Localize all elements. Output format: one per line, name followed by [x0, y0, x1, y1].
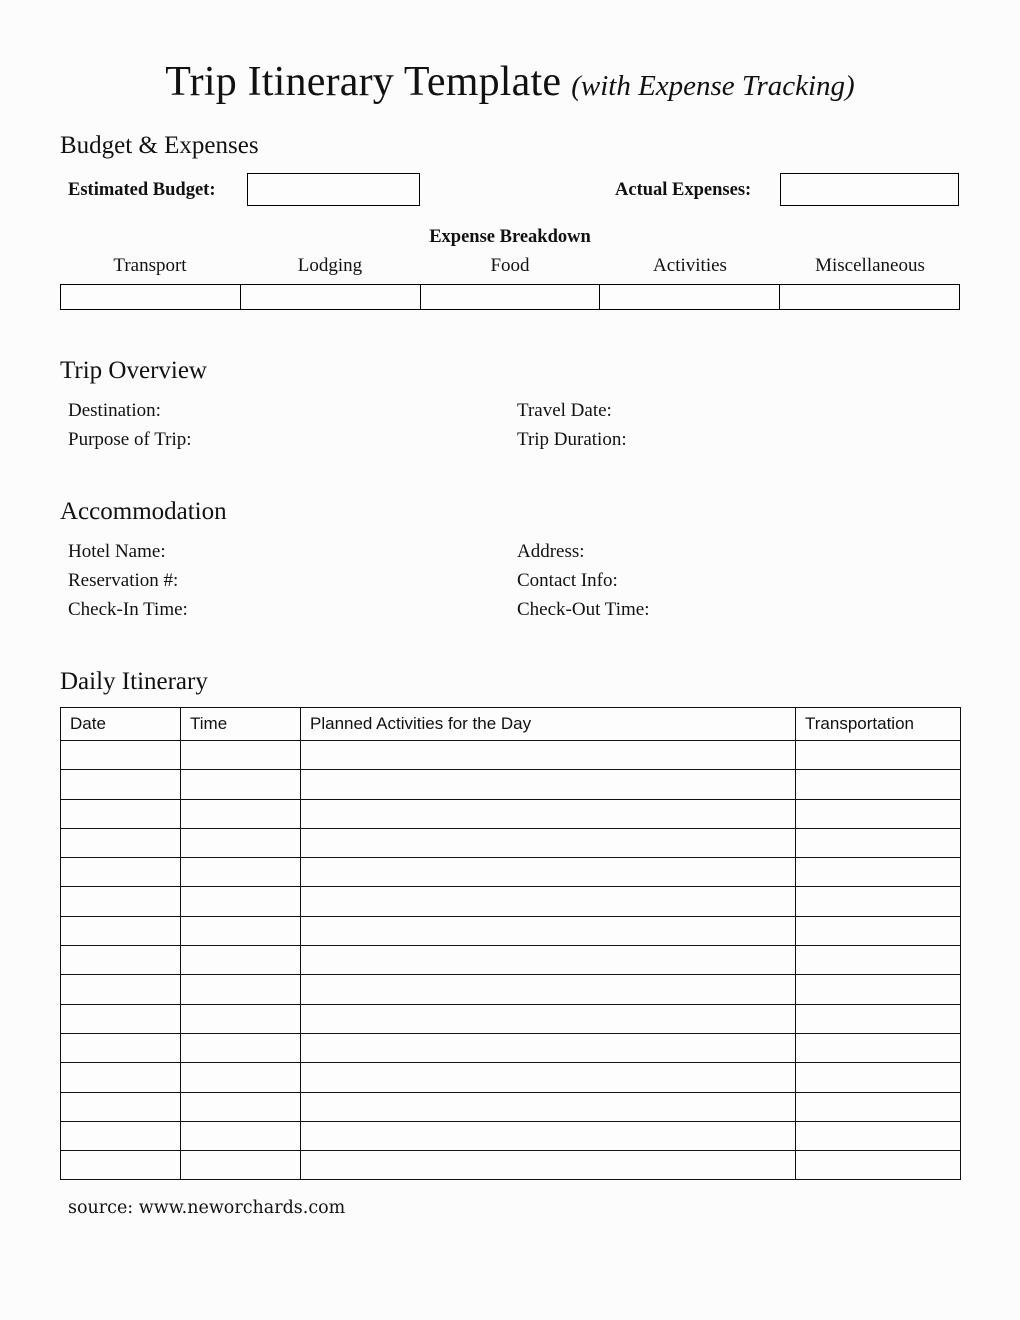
cell-time[interactable]: [181, 1063, 301, 1092]
field-address[interactable]: Address:: [517, 541, 585, 562]
expense-breakdown-col-miscellaneous: Miscellaneous: [815, 255, 925, 276]
cell-planned-activities[interactable]: [301, 887, 796, 916]
cell-time[interactable]: [181, 1004, 301, 1033]
cell-time[interactable]: [181, 741, 301, 770]
cell-planned-activities[interactable]: [301, 828, 796, 857]
table-row: [61, 741, 961, 770]
cell-transportation[interactable]: [796, 1092, 961, 1121]
field-check-out-time[interactable]: Check-Out Time:: [517, 599, 650, 620]
cell-planned-activities[interactable]: [301, 946, 796, 975]
expense-breakdown-header-row: [60, 255, 960, 277]
cell-time[interactable]: [181, 975, 301, 1004]
table-header-row: [61, 708, 961, 741]
cell-transportation[interactable]: [796, 828, 961, 857]
actual-expenses-input[interactable]: [780, 173, 959, 206]
cell-date[interactable]: [61, 828, 181, 857]
cell-time[interactable]: [181, 799, 301, 828]
field-destination[interactable]: Destination:: [68, 400, 161, 421]
cell-transportation[interactable]: [796, 858, 961, 887]
table-row: [61, 975, 961, 1004]
cell-planned-activities[interactable]: [301, 916, 796, 945]
cell-planned-activities[interactable]: [301, 1063, 796, 1092]
section-heading-budget: Budget & Expenses: [60, 132, 259, 159]
table-row: [61, 770, 961, 799]
page-title: [0, 58, 1020, 106]
cell-transportation[interactable]: [796, 1033, 961, 1062]
expense-breakdown-input-row: [60, 284, 960, 310]
cell-date[interactable]: [61, 1121, 181, 1150]
cell-transportation[interactable]: [796, 799, 961, 828]
field-travel-date[interactable]: Travel Date:: [517, 400, 612, 421]
field-hotel-name[interactable]: Hotel Name:: [68, 541, 166, 562]
expense-breakdown-col-food: Food: [490, 255, 530, 276]
cell-date[interactable]: [61, 946, 181, 975]
table-row: [61, 887, 961, 916]
cell-transportation[interactable]: [796, 946, 961, 975]
cell-planned-activities[interactable]: [301, 858, 796, 887]
field-trip-duration[interactable]: Trip Duration:: [517, 429, 627, 450]
cell-time[interactable]: [181, 946, 301, 975]
cell-time[interactable]: [181, 1121, 301, 1150]
cell-planned-activities[interactable]: [301, 1121, 796, 1150]
cell-date[interactable]: [61, 916, 181, 945]
actual-expenses-label: Actual Expenses:: [615, 180, 752, 200]
cell-time[interactable]: [181, 858, 301, 887]
daily-itinerary-body: [61, 741, 961, 1180]
cell-time[interactable]: [181, 828, 301, 857]
page-title-subtitle: (with Expense Tracking): [571, 70, 855, 102]
field-purpose-of-trip[interactable]: Purpose of Trip:: [68, 429, 192, 450]
cell-date[interactable]: [61, 741, 181, 770]
cell-date[interactable]: [61, 1063, 181, 1092]
cell-date[interactable]: [61, 858, 181, 887]
table-row: [61, 1033, 961, 1062]
field-reservation-number[interactable]: Reservation #:: [68, 570, 179, 591]
table-row: [61, 1004, 961, 1033]
cell-transportation[interactable]: [796, 1063, 961, 1092]
cell-date[interactable]: [61, 799, 181, 828]
cell-planned-activities[interactable]: [301, 1092, 796, 1121]
cell-date[interactable]: [61, 887, 181, 916]
cell-time[interactable]: [181, 1033, 301, 1062]
cell-date[interactable]: [61, 1004, 181, 1033]
expense-breakdown-col-activities: Activities: [653, 255, 727, 276]
cell-time[interactable]: [181, 1151, 301, 1180]
table-row: [61, 1121, 961, 1150]
section-heading-accommodation: Accommodation: [60, 498, 227, 525]
section-heading-trip-overview: Trip Overview: [60, 357, 207, 384]
table-row: [61, 858, 961, 887]
estimated-budget-label: Estimated Budget:: [68, 180, 216, 200]
section-heading-daily-itinerary: Daily Itinerary: [60, 668, 208, 695]
field-check-in-time[interactable]: Check-In Time:: [68, 599, 188, 620]
cell-transportation[interactable]: [796, 975, 961, 1004]
expense-input-transport[interactable]: [61, 285, 241, 309]
expense-input-lodging[interactable]: [241, 285, 421, 309]
page-title-main: Trip Itinerary Template: [165, 59, 562, 105]
expense-breakdown-title: Expense Breakdown: [429, 227, 591, 247]
cell-transportation[interactable]: [796, 887, 961, 916]
expense-input-miscellaneous[interactable]: [780, 285, 959, 309]
table-row: [61, 828, 961, 857]
cell-date[interactable]: [61, 1033, 181, 1062]
table-row: [61, 1063, 961, 1092]
column-header-planned-activities: Planned Activities for the Day: [301, 708, 796, 741]
field-contact-info[interactable]: Contact Info:: [517, 570, 618, 591]
cell-transportation[interactable]: [796, 1121, 961, 1150]
cell-date[interactable]: [61, 1151, 181, 1180]
cell-planned-activities[interactable]: [301, 1151, 796, 1180]
cell-planned-activities[interactable]: [301, 799, 796, 828]
cell-planned-activities[interactable]: [301, 741, 796, 770]
cell-transportation[interactable]: [796, 770, 961, 799]
table-row: [61, 916, 961, 945]
table-row: [61, 1092, 961, 1121]
cell-planned-activities[interactable]: [301, 975, 796, 1004]
cell-time[interactable]: [181, 1092, 301, 1121]
cell-transportation[interactable]: [796, 741, 961, 770]
cell-planned-activities[interactable]: [301, 770, 796, 799]
expense-breakdown-col-transport: Transport: [113, 255, 187, 276]
cell-date[interactable]: [61, 1092, 181, 1121]
estimated-budget-input[interactable]: [247, 173, 420, 206]
cell-date[interactable]: [61, 770, 181, 799]
daily-itinerary-table: [60, 707, 961, 1180]
expense-breakdown-col-lodging: Lodging: [297, 255, 363, 276]
cell-transportation[interactable]: [796, 1004, 961, 1033]
cell-time[interactable]: [181, 916, 301, 945]
cell-transportation[interactable]: [796, 916, 961, 945]
cell-planned-activities[interactable]: [301, 1033, 796, 1062]
cell-planned-activities[interactable]: [301, 1004, 796, 1033]
table-row: [61, 799, 961, 828]
cell-time[interactable]: [181, 887, 301, 916]
column-header-transportation: Transportation: [796, 708, 961, 741]
column-header-time: Time: [181, 708, 301, 741]
source-note: source: www.neworchards.com: [68, 1198, 346, 1218]
expense-input-food[interactable]: [421, 285, 601, 309]
cell-date[interactable]: [61, 975, 181, 1004]
table-row: [61, 1151, 961, 1180]
table-row: [61, 946, 961, 975]
expense-input-activities[interactable]: [600, 285, 780, 309]
cell-time[interactable]: [181, 770, 301, 799]
cell-transportation[interactable]: [796, 1151, 961, 1180]
column-header-date: Date: [61, 708, 181, 741]
